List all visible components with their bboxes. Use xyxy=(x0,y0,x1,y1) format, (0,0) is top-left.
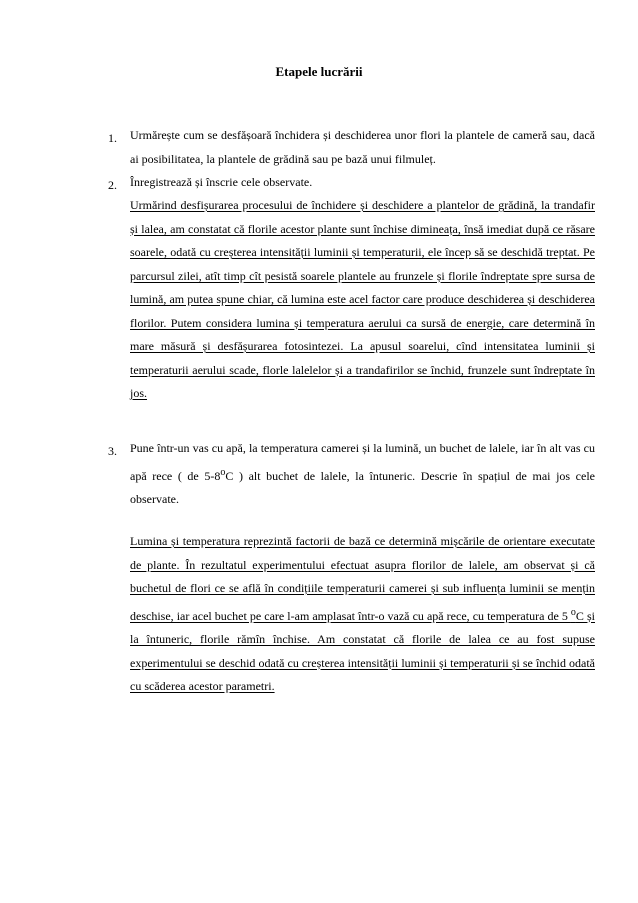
item-text-3-part-1: Pune într-un vas cu apă, la temperatura camerei și la lumină, un buchet de lalele, iar în alt vas cu apă rece ( de 5-8 xyxy=(130,441,595,483)
page-title: Etapele lucrării xyxy=(275,64,363,79)
item-answer-2: Urmărind desfișurarea procesului de închidere și deschidere a plantelor de grădină, la trandafir și lalea, am constatat că florile acestor plante sunt închise dimineața, însă imediat după ce răsare soarele, odată cu creșterea intensității luminii și temperaturii, ele încep să se deschidă treptat. Pe parcursul zilei, atît timp cît pesistă soarele plantele au frunzele și florile îndreptate spre sursa de lumină, am putea spune chiar, că lumina este acel factor care produce deschiderea și deschiderea florilor. Putem considera lumina și temperatura aerului ca sursă de energie, care determină în mare măsură și desfășurarea fotosintezei. La apusul soarelui, cînd intensitatea luminii și temperaturii aerului scade, florle lalelelor și a trandafirilor se închid, frunzele sunt îndreptate în jos. xyxy=(130,198,595,400)
item-text-1: Urmărește cum se desfășoară închidera și deschiderea unor flori la plantele de cameră sau, dacă ai posibilitatea, la plantele de grădină sau pe bază unui filmuleț. xyxy=(130,128,595,166)
item-text-3-part-2: C ) alt buchet de lalele, la întuneric. Descrie în spațiul de mai jos cele observate. xyxy=(130,468,595,506)
item-text-3-degree: o xyxy=(220,466,226,478)
item-number-2: 2. xyxy=(108,178,117,192)
item-text-3 xyxy=(130,437,595,512)
item-answer-3-part-2: C și la întuneric, florile rămîn închise. Am constatat că florile de lalea ce au fost supuse experimentului se deschid odată cu creșterea intensității luminii și temperaturii și se închid odată cu scăderea acestor parametri. xyxy=(130,608,595,693)
item-number-3: 3. xyxy=(108,444,117,458)
item-answer-3-degree: o xyxy=(570,606,576,618)
item-text-2: Înregistrează și înscrie cele observate. xyxy=(130,175,313,189)
item-answer-3 xyxy=(130,530,595,699)
item-number-1: 1. xyxy=(108,131,117,145)
item-answer-3-part-1: Lumina și temperatura reprezintă factorii de bază ce determină mișcările de orientare executate de plante. În rezultatul experimentului efectuat asupra florilor de lalele, am observat și că buchetul de flori ce se află în condițiile temperaturii camerei și sub influența luminii se mențin deschise, iar acel buchet pe care l-am amplasat într-o vază cu apă rece, cu temperatura de 5 xyxy=(130,534,595,623)
